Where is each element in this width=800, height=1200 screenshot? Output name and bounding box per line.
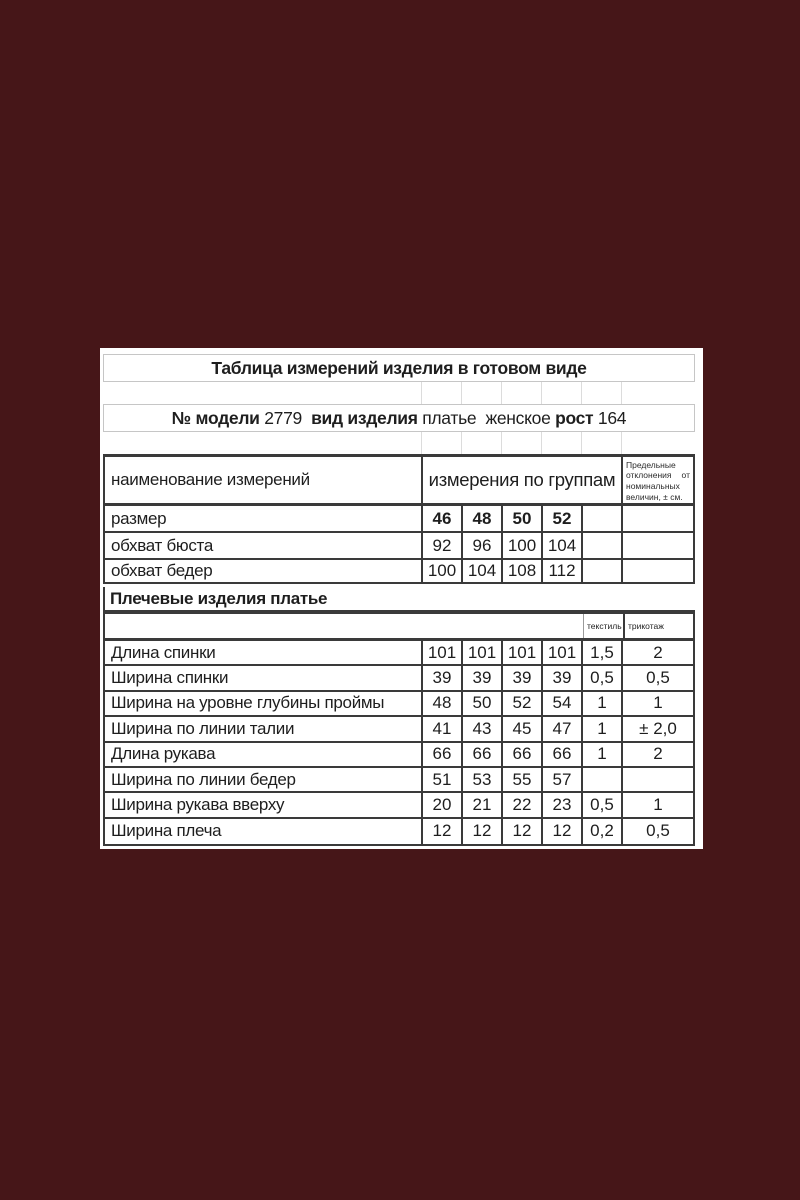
column-gridline (461, 432, 462, 454)
height-value: 164 (593, 407, 627, 428)
cell-value: 51 (423, 768, 463, 791)
measurements-table (103, 638, 695, 846)
row-label: обхват бюста (105, 533, 423, 558)
table-row (105, 819, 693, 844)
cell-value: 21 (463, 793, 503, 816)
cell-value: 39 (503, 666, 543, 689)
table-title: Таблица измерений изделия в готовом виде (103, 354, 695, 382)
cell-value: 55 (503, 768, 543, 791)
table-row (105, 692, 693, 717)
column-gridline (421, 432, 422, 454)
cell-value: 52 (503, 692, 543, 715)
sizes-table (103, 454, 695, 584)
knitwear-tolerance: 1 (653, 795, 663, 815)
product-type-label: вид изделия (311, 407, 418, 428)
size-value: 48 (463, 506, 503, 531)
cell-value: 66 (463, 743, 503, 766)
model-info-row (103, 404, 695, 432)
cell-value: 92 (423, 533, 463, 558)
textile-tolerance (583, 768, 623, 791)
knitwear-column-label: трикотаж (623, 614, 693, 638)
header-groups: измерения по группам (423, 457, 623, 503)
table-row (105, 717, 693, 742)
table-row (105, 666, 693, 691)
column-gridline (581, 382, 582, 404)
cell-value: 57 (543, 768, 583, 791)
cell-value: 23 (543, 793, 583, 816)
cell-value: 104 (543, 533, 583, 558)
header-measurement-name: наименование измерений (105, 457, 423, 503)
cell-value: 100 (423, 560, 463, 582)
cell-value: 43 (463, 717, 503, 740)
cell-value: 104 (463, 560, 503, 582)
cell-value: 66 (543, 743, 583, 766)
textile-tolerance: 0,5 (583, 793, 623, 816)
textile-tolerance: 0,5 (583, 666, 623, 689)
empty-cell (583, 506, 623, 531)
textile-tolerance: 1 (583, 743, 623, 766)
empty-cell (583, 533, 623, 558)
measurement-name: Длина рукава (105, 743, 423, 766)
cell-value: 12 (423, 819, 463, 844)
cell-value: 108 (503, 560, 543, 582)
model-number-value: 2779 (259, 407, 312, 428)
table-row (105, 743, 693, 768)
table-row-hips (105, 560, 693, 582)
table-header-row (105, 457, 693, 506)
table-row (105, 641, 693, 666)
size-value: 52 (543, 506, 583, 531)
cell-value: 100 (503, 533, 543, 558)
cell-value: 39 (543, 666, 583, 689)
height-label: рост (555, 407, 594, 428)
column-gridline (461, 382, 462, 404)
textile-tolerance: 0,2 (583, 819, 623, 844)
cell-value: 101 (463, 641, 503, 664)
column-gridline (501, 382, 502, 404)
knitwear-tolerance: ± 2,0 (639, 718, 677, 738)
cell-value: 12 (503, 819, 543, 844)
textile-column-label: текстиль (583, 614, 623, 638)
cell-value: 48 (423, 692, 463, 715)
cell-value: 12 (463, 819, 503, 844)
row-label: размер (105, 506, 423, 531)
cell-value: 45 (503, 717, 543, 740)
cell-value: 39 (423, 666, 463, 689)
cell-value: 20 (423, 793, 463, 816)
measurement-name: Длина спинки (105, 641, 423, 664)
knitwear-tolerance: 2 (653, 642, 663, 662)
knitwear-tolerance: 1 (653, 693, 663, 713)
cell-value: 53 (463, 768, 503, 791)
model-number-label: № модели (171, 407, 260, 428)
table-row-size (105, 506, 693, 533)
cell-value: 39 (463, 666, 503, 689)
knitwear-tolerance: 0,5 (646, 821, 670, 841)
column-gridline (421, 382, 422, 404)
spreadsheet-sheet (100, 348, 703, 849)
column-gridline (541, 432, 542, 454)
cell-value: 41 (423, 717, 463, 740)
cell-value: 47 (543, 717, 583, 740)
size-value: 50 (503, 506, 543, 531)
textile-tolerance: 1 (583, 717, 623, 740)
empty-cell (623, 533, 693, 558)
empty-cell (623, 560, 693, 582)
column-gridline (501, 432, 502, 454)
table-row (105, 768, 693, 793)
empty-grid-row (103, 432, 695, 454)
table-row-bust (105, 533, 693, 560)
cell-value: 112 (543, 560, 583, 582)
product-type-value: платье женское (417, 407, 556, 428)
column-gridline (581, 432, 582, 454)
measurement-name: Ширина на уровне глубины проймы (105, 692, 423, 715)
section-header: Плечевые изделия платье (103, 587, 695, 612)
cell-value: 96 (463, 533, 503, 558)
empty-cell (583, 560, 623, 582)
textile-tolerance: 1,5 (583, 641, 623, 664)
measurement-name: Ширина по линии талии (105, 717, 423, 740)
cell-value: 66 (423, 743, 463, 766)
measurement-name: Ширина рукава вверху (105, 793, 423, 816)
cell-value: 101 (503, 641, 543, 664)
size-value: 46 (423, 506, 463, 531)
table-row (105, 793, 693, 818)
cell-value: 101 (543, 641, 583, 664)
cell-value: 66 (503, 743, 543, 766)
header-tolerance: Предельные отклонения от номинальных величин, ± см. (626, 459, 690, 502)
column-gridline (621, 432, 622, 454)
cell-value: 22 (503, 793, 543, 816)
cell-value: 12 (543, 819, 583, 844)
empty-cell (623, 506, 693, 531)
knitwear-tolerance: 2 (653, 744, 663, 764)
row-label: обхват бедер (105, 560, 423, 582)
textile-tolerance: 1 (583, 692, 623, 715)
cell-value: 54 (543, 692, 583, 715)
empty-grid-row (103, 382, 695, 404)
material-type-row (103, 612, 695, 638)
knitwear-tolerance: 0,5 (646, 668, 670, 688)
cell-value: 101 (423, 641, 463, 664)
column-gridline (621, 382, 622, 404)
knitwear-tolerance (623, 768, 693, 791)
cell-value: 50 (463, 692, 503, 715)
measurement-name: Ширина плеча (105, 819, 423, 844)
column-gridline (541, 382, 542, 404)
measurement-name: Ширина спинки (105, 666, 423, 689)
measurement-name: Ширина по линии бедер (105, 768, 423, 791)
